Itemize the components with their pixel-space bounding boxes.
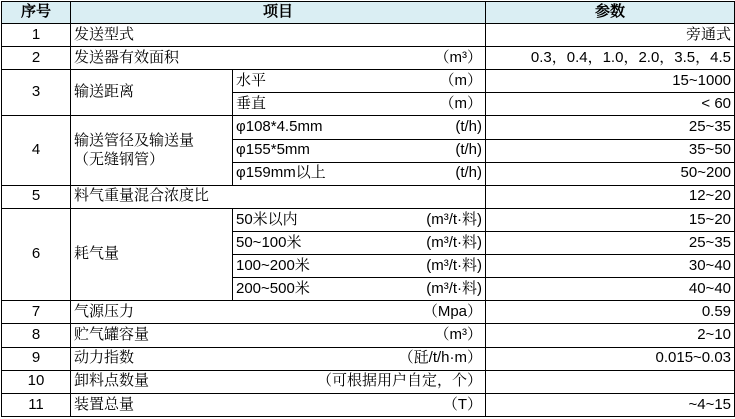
row6-sub3-label: 100~200米 [236,256,310,274]
header-param: 参数 [486,2,735,24]
row3-sub2-param: < 60 [486,93,735,116]
row5-item: 料气重量混合浓度比 [71,185,486,208]
row8-serial: 8 [2,324,71,347]
row9-param: 0.015~0.03 [486,347,735,370]
row3-sub1-label: 水平 [236,71,267,89]
row7-serial: 7 [2,301,71,324]
row3-sub2 [233,93,486,116]
row6-sub1-unit: (m³/t·料) [426,210,483,228]
row7-param: 0.59 [486,301,735,324]
row4-sub1-unit: (t/h) [455,118,483,136]
row4-item-line1: 输送管径及输送量 [74,131,195,149]
row10-item-unit: （可根据用户自定，个） [317,372,483,390]
table-row [2,347,735,370]
row11-item-label: 装置总量 [74,395,135,413]
row7-item-unit: （Mpa） [422,302,483,320]
row4-sub3-param: 50~200 [486,162,735,185]
table-row [2,370,735,393]
row6-sub3-unit: (m³/t·料) [426,256,483,274]
row6-item: 耗气量 [71,208,233,300]
row4-item [71,116,233,185]
row9-item [71,347,486,370]
row8-item [71,324,486,347]
table-row [2,185,735,208]
row6-sub2-unit: (m³/t·料) [426,233,483,251]
row2-serial: 2 [2,47,71,70]
row6-sub3 [233,255,486,278]
row11-param: ~4~15 [486,393,735,416]
row3-sub2-unit: （m） [439,95,483,112]
row6-serial: 6 [2,208,71,300]
row9-serial: 9 [2,347,71,370]
header-item: 项目 [71,2,486,24]
row8-item-unit: （m³） [434,326,483,344]
table-row [2,116,735,139]
row3-serial: 3 [2,70,71,116]
row6-sub4 [233,278,486,301]
spec-table [1,1,735,417]
row1-param: 旁通式 [486,24,735,47]
row6-sub1 [233,208,486,231]
row11-serial: 11 [2,393,71,416]
row10-item-label: 卸料点数量 [74,372,150,390]
row9-item-unit: （瓩/t/h·m） [398,349,483,367]
row6-sub4-label: 200~500米 [236,279,310,297]
row5-serial: 5 [2,185,71,208]
row4-sub2 [233,139,486,162]
table-row [2,324,735,347]
table-row [2,24,735,47]
row2-param: 0.3，0.4，1.0，2.0，3.5，4.5 [486,47,735,70]
row10-param [486,370,735,393]
row4-serial: 4 [2,116,71,185]
row10-serial: 10 [2,370,71,393]
row6-sub3-param: 30~40 [486,255,735,278]
row4-sub3 [233,162,486,185]
row6-sub2-label: 50~100米 [236,233,302,251]
row3-sub1-param: 15~1000 [486,70,735,93]
row1-item: 发送型式 [71,24,486,47]
header-serial: 序号 [2,2,71,24]
row7-item [71,301,486,324]
row4-sub2-unit: (t/h) [455,141,483,159]
row4-sub2-label: φ155*5mm [236,141,310,159]
row6-sub4-param: 40~40 [486,278,735,301]
row7-item-label: 气源压力 [74,302,135,320]
row3-sub1 [233,70,486,93]
row3-item: 输送距离 [71,70,233,116]
row2-item-label: 发送器有效面积 [74,48,180,66]
row4-sub2-param: 35~50 [486,139,735,162]
table-row [2,301,735,324]
row3-sub1-unit: （m） [439,71,483,89]
row3-sub2-label: 垂直 [236,95,267,112]
row5-param: 12~20 [486,185,735,208]
row8-item-label: 贮气罐容量 [74,326,150,344]
row11-item-unit: （T） [442,395,483,413]
row4-item-line2: （无缝钢管） [74,150,165,168]
row2-item [71,47,486,70]
row11-item [71,393,486,416]
table-header-row [2,2,735,24]
table-row [2,393,735,416]
table-row [2,208,735,231]
row6-sub2 [233,231,486,254]
row6-sub2-param: 25~35 [486,231,735,254]
row6-sub1-label: 50米以内 [236,210,298,228]
row4-sub1 [233,116,486,139]
row10-item [71,370,486,393]
table-row [2,70,735,93]
row4-sub1-param: 25~35 [486,116,735,139]
row2-item-unit: （m³） [434,48,483,66]
row6-sub4-unit: (m³/t·料) [426,279,483,297]
row4-sub1-label: φ108*4.5mm [236,118,323,136]
table-row [2,47,735,70]
row8-param: 2~10 [486,324,735,347]
row6-sub1-param: 15~20 [486,208,735,231]
row9-item-label: 动力指数 [74,349,135,367]
row4-sub3-label: φ159mm以上 [236,164,326,182]
row1-serial: 1 [2,24,71,47]
row4-sub3-unit: (t/h) [455,164,483,182]
